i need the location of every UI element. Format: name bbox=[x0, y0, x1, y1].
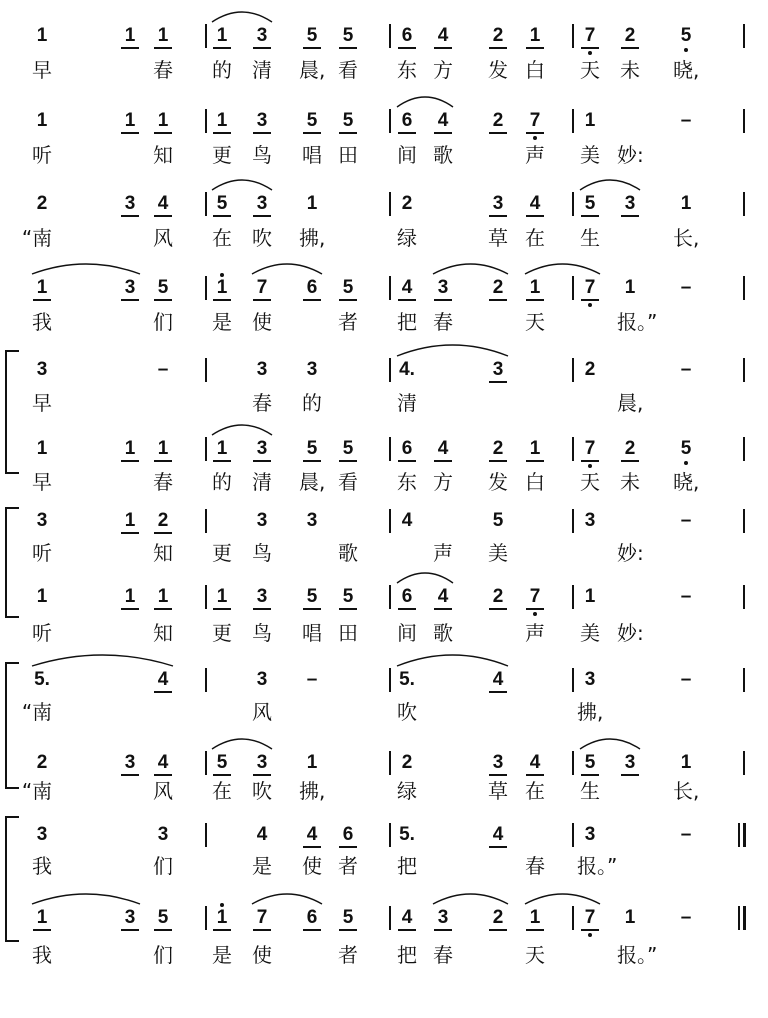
lyric-syllable: 唱 bbox=[302, 621, 322, 645]
jianpu-note: 2 bbox=[492, 438, 504, 459]
jianpu-note: 1 bbox=[529, 907, 541, 928]
lyric-syllable: 看 bbox=[338, 58, 358, 82]
jianpu-note: 1 bbox=[584, 110, 596, 131]
jianpu-note: 1 bbox=[306, 193, 318, 214]
lyric-syllable: 更 bbox=[212, 541, 232, 565]
jianpu-note: 1 bbox=[157, 586, 169, 607]
slur-layer bbox=[0, 164, 768, 224]
jianpu-note: 5 bbox=[342, 110, 354, 131]
jianpu-note: 7 bbox=[256, 277, 268, 298]
jianpu-note: 3 bbox=[256, 359, 268, 380]
jianpu-note: 1 bbox=[216, 277, 228, 298]
lyric-syllable: 未 bbox=[620, 58, 640, 82]
lyric-syllable: 草 bbox=[488, 226, 508, 250]
lyric-syllable: 声 bbox=[525, 621, 545, 645]
jianpu-note: 4. bbox=[399, 359, 415, 380]
jianpu-note: 3 bbox=[157, 824, 169, 845]
tie-arc bbox=[32, 894, 140, 904]
jianpu-note: 5 bbox=[157, 277, 169, 298]
lyric-syllable: 报。” bbox=[617, 943, 658, 967]
lyric-syllable: 未 bbox=[620, 470, 640, 494]
jianpu-note: 1 bbox=[36, 25, 48, 46]
lyric-syllable: 春 bbox=[525, 854, 545, 878]
jianpu-note: 7 bbox=[584, 277, 596, 298]
lyric-syllable: 妙: bbox=[617, 541, 644, 565]
lyric-syllable: 我 bbox=[32, 310, 52, 334]
jianpu-note: 2 bbox=[492, 25, 504, 46]
jianpu-note: 1 bbox=[216, 25, 228, 46]
lyric-syllable: 使 bbox=[252, 310, 272, 334]
jianpu-note: 3 bbox=[492, 752, 504, 773]
lyric-syllable: 发 bbox=[488, 58, 508, 82]
lyric-syllable: 者 bbox=[338, 310, 358, 334]
slur-arc bbox=[397, 655, 508, 666]
jianpu-note: – bbox=[680, 510, 692, 531]
jianpu-note: 5 bbox=[157, 907, 169, 928]
lyric-syllable: 间 bbox=[397, 621, 417, 645]
lyric-syllable: 报。” bbox=[617, 310, 658, 334]
jianpu-note: 5. bbox=[399, 669, 415, 690]
jianpu-note: 4 bbox=[437, 25, 449, 46]
jianpu-note: 7 bbox=[584, 438, 596, 459]
jianpu-note: 2 bbox=[492, 277, 504, 298]
jianpu-note: 1 bbox=[529, 438, 541, 459]
lyric-syllable: 美 bbox=[580, 143, 600, 167]
tie-arc bbox=[212, 739, 272, 749]
jianpu-note: 1 bbox=[157, 25, 169, 46]
jianpu-note: 3 bbox=[306, 510, 318, 531]
lyric-syllable: 使 bbox=[252, 943, 272, 967]
jianpu-note: 3 bbox=[124, 907, 136, 928]
lyric-syllable: 听 bbox=[32, 143, 52, 167]
jianpu-note: 4 bbox=[157, 669, 169, 690]
jianpu-note: 2 bbox=[624, 25, 636, 46]
slur-layer bbox=[0, 878, 768, 938]
jianpu-note: 5 bbox=[216, 193, 228, 214]
jianpu-note: 1 bbox=[36, 586, 48, 607]
jianpu-note: 5 bbox=[306, 438, 318, 459]
lyric-syllable: 美 bbox=[580, 621, 600, 645]
jianpu-note: 5 bbox=[342, 438, 354, 459]
slur-arc bbox=[32, 655, 173, 666]
lyric-syllable: “南 bbox=[21, 226, 53, 250]
jianpu-note: – bbox=[680, 586, 692, 607]
lyric-syllable: 把 bbox=[397, 943, 417, 967]
jianpu-note: 5 bbox=[342, 586, 354, 607]
slur-layer bbox=[0, 330, 768, 390]
lyric-syllable: 是 bbox=[212, 310, 232, 334]
lyric-syllable: 早 bbox=[32, 470, 52, 494]
jianpu-note: 1 bbox=[124, 586, 136, 607]
jianpu-note: 7 bbox=[529, 110, 541, 131]
jianpu-note: 3 bbox=[256, 25, 268, 46]
lyric-syllable: 者 bbox=[338, 854, 358, 878]
lyric-syllable: 鸟 bbox=[252, 143, 272, 167]
tie-arc bbox=[433, 264, 508, 274]
jianpu-note: 6 bbox=[342, 824, 354, 845]
slur-layer bbox=[0, 723, 768, 783]
jianpu-note: 2 bbox=[36, 193, 48, 214]
jianpu-note: – bbox=[680, 110, 692, 131]
lyric-syllable: 长, bbox=[673, 779, 700, 803]
lyric-syllable: 在 bbox=[212, 226, 232, 250]
jianpu-note: 3 bbox=[256, 110, 268, 131]
lyric-syllable: 把 bbox=[397, 854, 417, 878]
lyric-syllable: 我 bbox=[32, 943, 52, 967]
jianpu-note: 1 bbox=[216, 110, 228, 131]
lyric-syllable: 绿 bbox=[397, 226, 417, 250]
jianpu-note: 7 bbox=[529, 586, 541, 607]
jianpu-note: 1 bbox=[36, 907, 48, 928]
jianpu-note: 4 bbox=[529, 193, 541, 214]
jianpu-note: 5 bbox=[492, 510, 504, 531]
jianpu-note: 1 bbox=[124, 110, 136, 131]
lyric-syllable: 歌 bbox=[433, 621, 453, 645]
tie-arc bbox=[433, 894, 508, 904]
lyric-syllable: 拂, bbox=[299, 226, 326, 250]
jianpu-note: 2 bbox=[36, 752, 48, 773]
lyric-syllable: 春 bbox=[153, 470, 173, 494]
jianpu-note: – bbox=[680, 359, 692, 380]
jianpu-note: 6 bbox=[401, 110, 413, 131]
jianpu-note: 2 bbox=[492, 907, 504, 928]
jianpu-note: 3 bbox=[584, 510, 596, 531]
tie-arc bbox=[397, 573, 453, 583]
lyric-syllable: 把 bbox=[397, 310, 417, 334]
tie-arc bbox=[525, 894, 600, 904]
lyric-syllable: 在 bbox=[525, 779, 545, 803]
jianpu-note: – bbox=[680, 277, 692, 298]
system-bracket bbox=[5, 507, 19, 618]
jianpu-note: 1 bbox=[529, 277, 541, 298]
lyric-syllable: 们 bbox=[153, 943, 173, 967]
lyric-syllable: 晓, bbox=[673, 470, 700, 494]
tie-arc bbox=[252, 264, 322, 274]
lyric-syllable: 春 bbox=[153, 58, 173, 82]
jianpu-note: 1 bbox=[36, 438, 48, 459]
jianpu-note: 3 bbox=[256, 193, 268, 214]
jianpu-note: 1 bbox=[584, 586, 596, 607]
lyric-syllable: 美 bbox=[488, 541, 508, 565]
lyric-syllable: 吹 bbox=[252, 779, 272, 803]
lyric-syllable: 歌 bbox=[433, 143, 453, 167]
lyric-syllable: 方 bbox=[433, 58, 453, 82]
jianpu-note: 4 bbox=[492, 669, 504, 690]
lyric-syllable: 晓, bbox=[673, 58, 700, 82]
jianpu-note: 4 bbox=[157, 193, 169, 214]
lyric-syllable: 的 bbox=[212, 58, 232, 82]
lyric-syllable: 知 bbox=[153, 143, 173, 167]
tie-arc bbox=[212, 180, 272, 190]
lyric-syllable: 在 bbox=[212, 779, 232, 803]
lyric-syllable: 春 bbox=[433, 943, 453, 967]
tie-arc bbox=[212, 425, 272, 435]
jianpu-note: 3 bbox=[624, 752, 636, 773]
jianpu-note: 5 bbox=[306, 110, 318, 131]
jianpu-note: 2 bbox=[624, 438, 636, 459]
lyric-syllable: 天 bbox=[580, 470, 600, 494]
lyric-syllable: 吹 bbox=[397, 700, 417, 724]
lyric-syllable: 清 bbox=[397, 391, 417, 415]
jianpu-note: 1 bbox=[306, 752, 318, 773]
lyric-syllable: 绿 bbox=[397, 779, 417, 803]
tie-arc bbox=[580, 739, 640, 749]
lyric-syllable: 妙: bbox=[617, 143, 644, 167]
jianpu-note: 2 bbox=[492, 586, 504, 607]
jianpu-note: 4 bbox=[529, 752, 541, 773]
slur-layer bbox=[0, 248, 768, 308]
jianpu-note: 3 bbox=[584, 824, 596, 845]
lyric-syllable: 更 bbox=[212, 621, 232, 645]
jianpu-note: 1 bbox=[216, 586, 228, 607]
lyric-syllable: 报。” bbox=[577, 854, 618, 878]
lyric-syllable: “南 bbox=[21, 779, 53, 803]
lyric-syllable: 田 bbox=[338, 621, 358, 645]
jianpu-note: 3 bbox=[256, 510, 268, 531]
jianpu-note: 4 bbox=[157, 752, 169, 773]
lyric-syllable: 使 bbox=[302, 854, 322, 878]
jianpu-note: 1 bbox=[680, 752, 692, 773]
lyric-syllable: 发 bbox=[488, 470, 508, 494]
jianpu-note: 4 bbox=[401, 510, 413, 531]
jianpu-note: 4 bbox=[437, 110, 449, 131]
lyric-syllable: 生 bbox=[580, 779, 600, 803]
jianpu-note: 4 bbox=[492, 824, 504, 845]
jianpu-note: 1 bbox=[124, 25, 136, 46]
jianpu-note: 7 bbox=[584, 907, 596, 928]
lyric-syllable: 拂, bbox=[299, 779, 326, 803]
jianpu-note: 5. bbox=[34, 669, 50, 690]
lyric-syllable: 是 bbox=[212, 943, 232, 967]
lyric-syllable: 声 bbox=[433, 541, 453, 565]
lyric-syllable: 草 bbox=[488, 779, 508, 803]
jianpu-note: 3 bbox=[624, 193, 636, 214]
lyric-syllable: 的 bbox=[302, 391, 322, 415]
jianpu-note: 2 bbox=[584, 359, 596, 380]
lyric-syllable: 风 bbox=[153, 779, 173, 803]
lyric-syllable: 白 bbox=[525, 58, 545, 82]
lyric-syllable: 的 bbox=[212, 470, 232, 494]
lyric-syllable: 春 bbox=[433, 310, 453, 334]
lyric-syllable: 天 bbox=[580, 58, 600, 82]
lyric-syllable: 白 bbox=[525, 470, 545, 494]
jianpu-note: 1 bbox=[36, 277, 48, 298]
jianpu-note: 4 bbox=[401, 907, 413, 928]
lyric-syllable: 声 bbox=[525, 143, 545, 167]
lyric-syllable: 生 bbox=[580, 226, 600, 250]
jianpu-note: 3 bbox=[437, 277, 449, 298]
jianpu-note: 6 bbox=[306, 277, 318, 298]
slur-layer bbox=[0, 409, 768, 469]
jianpu-note: 1 bbox=[216, 438, 228, 459]
jianpu-note: 2 bbox=[401, 752, 413, 773]
jianpu-note: 5 bbox=[306, 586, 318, 607]
jianpu-note: 4 bbox=[401, 277, 413, 298]
lyric-syllable: 东 bbox=[397, 470, 417, 494]
lyric-syllable: 知 bbox=[153, 621, 173, 645]
tie-arc bbox=[525, 264, 600, 274]
lyric-syllable: 晨, bbox=[617, 391, 644, 415]
jianpu-note: 1 bbox=[529, 25, 541, 46]
lyric-syllable: 清 bbox=[252, 58, 272, 82]
lyric-syllable: 更 bbox=[212, 143, 232, 167]
lyric-syllable: 鸟 bbox=[252, 621, 272, 645]
lyric-syllable: 东 bbox=[397, 58, 417, 82]
lyric-syllable: 天 bbox=[525, 310, 545, 334]
lyric-syllable: 拂, bbox=[577, 700, 604, 724]
jianpu-note: 5 bbox=[216, 752, 228, 773]
lyric-syllable: 风 bbox=[252, 700, 272, 724]
jianpu-note: – bbox=[306, 669, 318, 690]
jianpu-note: 1 bbox=[124, 510, 136, 531]
jianpu-note: 5 bbox=[342, 25, 354, 46]
lyric-syllable: 晨, bbox=[299, 58, 326, 82]
jianpu-note: 3 bbox=[256, 586, 268, 607]
jianpu-note: 7 bbox=[584, 25, 596, 46]
lyric-syllable: 长, bbox=[673, 226, 700, 250]
jianpu-note: 3 bbox=[124, 752, 136, 773]
jianpu-note: 1 bbox=[36, 110, 48, 131]
jianpu-note: 3 bbox=[492, 193, 504, 214]
lyric-syllable: 听 bbox=[32, 621, 52, 645]
lyric-syllable: 间 bbox=[397, 143, 417, 167]
lyric-syllable: 鸟 bbox=[252, 541, 272, 565]
lyric-syllable: 是 bbox=[252, 854, 272, 878]
lyric-syllable: 田 bbox=[338, 143, 358, 167]
jianpu-note: 2 bbox=[492, 110, 504, 131]
lyric-syllable: 早 bbox=[32, 391, 52, 415]
slur-layer bbox=[0, 795, 768, 855]
jianpu-note: 3 bbox=[36, 510, 48, 531]
lyric-syllable: 晨, bbox=[299, 470, 326, 494]
lyric-syllable: 清 bbox=[252, 470, 272, 494]
jianpu-note: 4 bbox=[306, 824, 318, 845]
jianpu-note: 3 bbox=[256, 669, 268, 690]
system-bracket bbox=[5, 662, 19, 789]
lyric-syllable: 们 bbox=[153, 310, 173, 334]
jianpu-note: 5 bbox=[680, 438, 692, 459]
jianpu-note: 3 bbox=[256, 438, 268, 459]
system-bracket bbox=[5, 816, 19, 942]
jianpu-note: 6 bbox=[401, 25, 413, 46]
jianpu-note: 3 bbox=[492, 359, 504, 380]
jianpu-note: 5 bbox=[680, 25, 692, 46]
lyric-syllable: 春 bbox=[252, 391, 272, 415]
lyric-syllable: 者 bbox=[338, 943, 358, 967]
lyric-syllable: 歌 bbox=[338, 541, 358, 565]
tie-arc bbox=[212, 12, 272, 22]
jianpu-note: 1 bbox=[680, 193, 692, 214]
lyric-syllable: 吹 bbox=[252, 226, 272, 250]
jianpu-note: 5. bbox=[399, 824, 415, 845]
jianpu-note: 4 bbox=[437, 586, 449, 607]
lyric-syllable: 天 bbox=[525, 943, 545, 967]
slur-layer bbox=[0, 0, 768, 56]
tie-arc bbox=[397, 97, 453, 107]
jianpu-note: 3 bbox=[124, 277, 136, 298]
slur-layer bbox=[0, 481, 768, 541]
jianpu-note: 5 bbox=[584, 752, 596, 773]
tie-arc bbox=[32, 264, 140, 274]
jianpu-note: – bbox=[680, 907, 692, 928]
jianpu-note: 6 bbox=[306, 907, 318, 928]
jianpu-note: 1 bbox=[216, 907, 228, 928]
jianpu-note: 6 bbox=[401, 438, 413, 459]
jianpu-note: – bbox=[680, 669, 692, 690]
jianpu-note: 5 bbox=[584, 193, 596, 214]
jianpu-note: 7 bbox=[256, 907, 268, 928]
jianpu-note: 3 bbox=[256, 752, 268, 773]
jianpu-note: – bbox=[157, 359, 169, 380]
slur-arc bbox=[397, 345, 508, 356]
lyric-syllable: 风 bbox=[153, 226, 173, 250]
jianpu-note: 1 bbox=[624, 277, 636, 298]
jianpu-note: 5 bbox=[342, 277, 354, 298]
lyric-syllable: “南 bbox=[21, 700, 53, 724]
lyric-syllable: 方 bbox=[433, 470, 453, 494]
jianpu-note: 1 bbox=[157, 438, 169, 459]
jianpu-note: 2 bbox=[401, 193, 413, 214]
tie-arc bbox=[580, 180, 640, 190]
jianpu-note: 3 bbox=[36, 824, 48, 845]
jianpu-note: 5 bbox=[306, 25, 318, 46]
jianpu-note: – bbox=[680, 824, 692, 845]
jianpu-note: 4 bbox=[437, 438, 449, 459]
jianpu-note: 1 bbox=[157, 110, 169, 131]
jianpu-note: 3 bbox=[124, 193, 136, 214]
lyric-syllable: 妙: bbox=[617, 621, 644, 645]
lyric-syllable: 我 bbox=[32, 854, 52, 878]
lyric-syllable: 早 bbox=[32, 58, 52, 82]
lyric-syllable: 看 bbox=[338, 470, 358, 494]
lyric-syllable: 们 bbox=[153, 854, 173, 878]
jianpu-note: 3 bbox=[306, 359, 318, 380]
jianpu-note: 3 bbox=[437, 907, 449, 928]
system-bracket bbox=[5, 350, 19, 474]
jianpu-note: 1 bbox=[124, 438, 136, 459]
tie-arc bbox=[252, 894, 322, 904]
slur-layer bbox=[0, 640, 768, 700]
jianpu-note: 5 bbox=[342, 907, 354, 928]
jianpu-note: 2 bbox=[157, 510, 169, 531]
jianpu-note: 4 bbox=[256, 824, 268, 845]
jianpu-note: 6 bbox=[401, 586, 413, 607]
jianpu-note: 1 bbox=[624, 907, 636, 928]
lyric-syllable: 在 bbox=[525, 226, 545, 250]
lyric-syllable: 唱 bbox=[302, 143, 322, 167]
slur-layer bbox=[0, 81, 768, 141]
lyric-syllable: 听 bbox=[32, 541, 52, 565]
jianpu-note: 3 bbox=[584, 669, 596, 690]
lyric-syllable: 知 bbox=[153, 541, 173, 565]
jianpu-note: 3 bbox=[36, 359, 48, 380]
slur-layer bbox=[0, 557, 768, 617]
